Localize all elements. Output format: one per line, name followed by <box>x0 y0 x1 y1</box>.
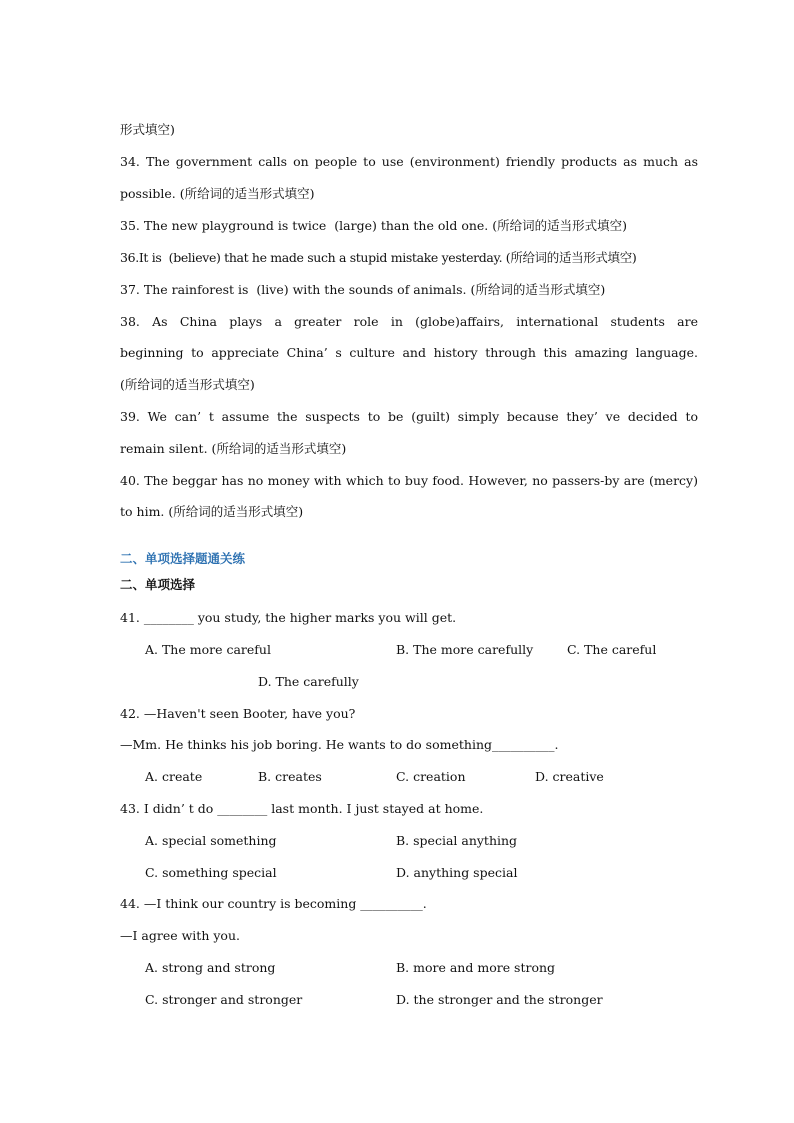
question-34-line1: 34. The government calls on people to use (environment) friendly products as much as <box>120 154 698 169</box>
section-subtitle: 二、单项选择 <box>120 577 196 592</box>
question-42-option-b: B. creates <box>258 769 322 784</box>
question-36: 36.It is (believe) that he made such a stupid mistake yesterday. (所给词的适当形式填空) <box>120 250 637 265</box>
question-39-line2: remain silent. (所给词的适当形式填空) <box>120 441 347 456</box>
question-41-option-d: D. The carefully <box>258 674 359 689</box>
question-35: 35. The new playground is twice (large) than the old one. (所给词的适当形式填空) <box>120 218 627 233</box>
question-43-option-b: B. special anything <box>396 833 518 848</box>
question-41-stem: 41. ________ you study, the higher marks you will get. <box>120 610 457 625</box>
question-42-option-c: C. creation <box>396 769 466 784</box>
question-40-line1: 40. The beggar has no money with which to buy food. However, no passers-by are (mercy) <box>120 473 698 488</box>
question-39-line1: 39. We can’ t assume the suspects to be (guilt) simply because they’ ve decided to <box>120 409 698 424</box>
question-40-line2: to him. (所给词的适当形式填空) <box>120 504 304 519</box>
question-41-option-b: B. The more carefully <box>396 642 534 657</box>
question-43-option-a: A. special something <box>145 833 277 848</box>
question-44-option-d: D. the stronger and the stronger <box>396 992 603 1007</box>
question-38-line2: beginning to appreciate China’ s culture and history through this amazing language. <box>120 345 698 360</box>
question-43-stem: 43. I didn’ t do ________ last month. I just stayed at home. <box>120 801 484 816</box>
question-37: 37. The rainforest is (live) with the sounds of animals. (所给词的适当形式填空) <box>120 282 606 297</box>
question-42-option-d: D. creative <box>535 769 604 784</box>
question-44-option-b: B. more and more strong <box>396 960 556 975</box>
question-34-line2: possible. (所给词的适当形式填空) <box>120 186 315 201</box>
question-42-option-a: A. create <box>145 769 203 784</box>
question-44-stem2: —I agree with you. <box>120 928 240 943</box>
question-41-option-a: A. The more careful <box>145 642 271 657</box>
question-43-option-c: C. something special <box>145 865 277 880</box>
question-42-stem2: —Mm. He thinks his job boring. He wants to do something__________. <box>120 737 559 752</box>
question-44-option-a: A. strong and strong <box>145 960 276 975</box>
question-44-option-c: C. stronger and stronger <box>145 992 303 1007</box>
question-43-option-d: D. anything special <box>396 865 518 880</box>
question-41-option-c: C. The careful <box>567 642 657 657</box>
question-42-stem1: 42. —Haven't seen Booter, have you? <box>120 706 356 721</box>
section-title: 二、单项选择题通关练 <box>120 551 246 566</box>
question-38-line3: (所给词的适当形式填空) <box>120 377 255 392</box>
question-44-stem1: 44. —I think our country is becoming __________. <box>120 896 427 911</box>
intro-tail: 形式填空) <box>120 122 175 137</box>
question-38-line1: 38. As China plays a greater role in (globe)affairs, international students are <box>120 314 698 329</box>
